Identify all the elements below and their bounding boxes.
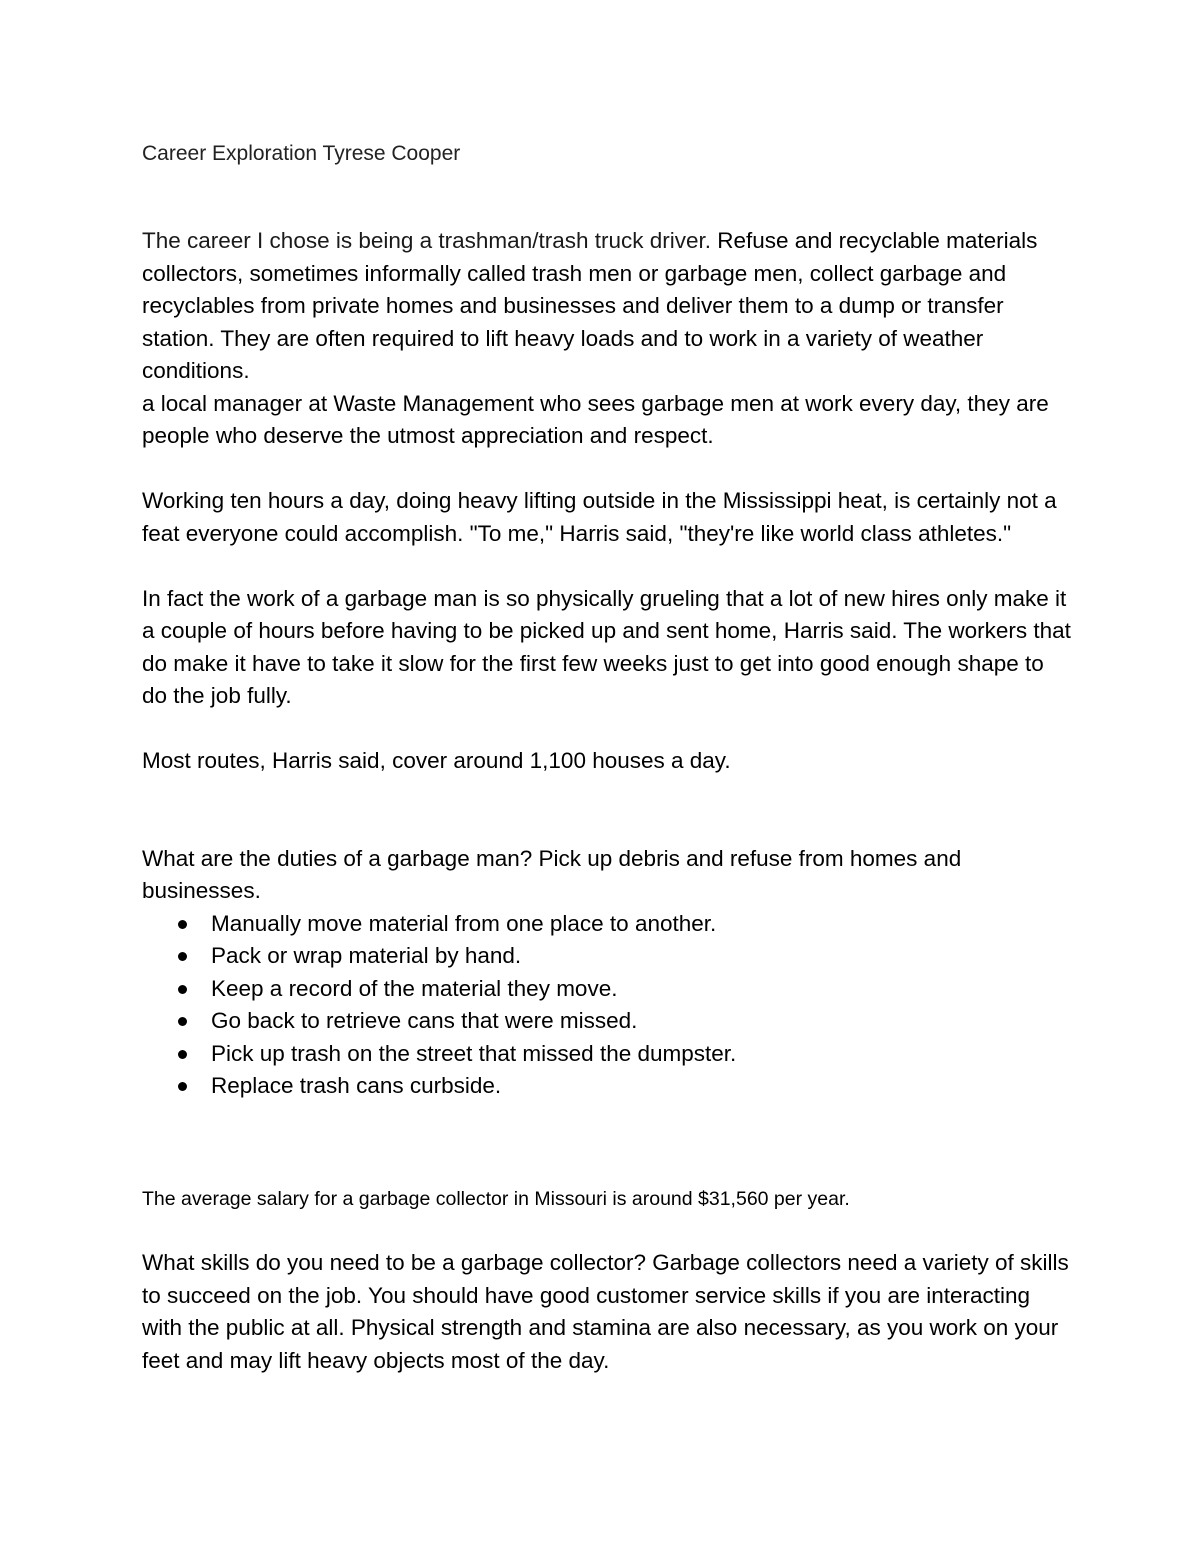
spacer	[142, 170, 1072, 225]
skills-paragraph: What skills do you need to be a garbage collector? Garbage collectors need a variety of skills to succeed on the job. You should have good customer service skills if you are interacting with the public at all. Physical strength and stamina are also necessary, as you work on your feet and may lift heavy objects most of the day.	[142, 1250, 1069, 1373]
list-item: Pick up trash on the street that missed the dumpster.	[174, 1038, 1072, 1071]
duties-question: What are the duties of a garbage man? Pick up debris and refuse from homes and businesses.	[142, 845, 962, 903]
bullet-icon	[178, 1017, 187, 1026]
bullet-icon	[178, 1082, 187, 1091]
intro-paragraph	[142, 225, 1072, 388]
list-item: Keep a record of the material they move.	[174, 973, 1072, 1006]
intro-sentence-career: The career I chose is being a trashman/trash truck driver.	[142, 228, 718, 253]
bullet-icon	[178, 952, 187, 961]
list-item: Manually move material from one place to another.	[174, 908, 1072, 941]
intro-sentence-definition: Refuse and recyclable materials collectors, sometimes informally called trash men or garbage men, collect garbage and recyclables from private homes and businesses and deliver them to a dump or transfer station. They are often required to lift heavy loads and to work in a variety of weather conditions.	[142, 228, 1038, 383]
grueling-paragraph: In fact the work of a garbage man is so physically grueling that a lot of new hires only make it a couple of hours before having to be picked up and sent home, Harris said. The workers that do make it have to take it slow for the first few weeks just to get into good enough shape to do the job fully.	[142, 585, 1071, 708]
bullet-icon	[178, 920, 187, 929]
heat-paragraph: Working ten hours a day, doing heavy lifting outside in the Mississippi heat, is certainly not a feat everyone could accomplish. "To me," Harris said, "they're like world class athletes."	[142, 488, 1057, 546]
list-item: Replace trash cans curbside.	[174, 1070, 1072, 1103]
salary-paragraph: The average salary for a garbage collector in Missouri is around $31,560 per year.	[142, 1187, 850, 1210]
spacer	[142, 778, 1072, 843]
routes-paragraph: Most routes, Harris said, cover around 1,100 houses a day.	[142, 748, 731, 773]
spacer	[142, 1215, 1072, 1248]
bullet-icon	[178, 1050, 187, 1059]
list-item: Go back to retrieve cans that were missed.	[174, 1005, 1072, 1038]
spacer	[142, 453, 1072, 486]
spacer	[142, 713, 1072, 746]
manager-paragraph: a local manager at Waste Management who sees garbage men at work every day, they are people who deserve the utmost appreciation and respect.	[142, 390, 1049, 448]
list-item: Pack or wrap material by hand.	[174, 940, 1072, 973]
bullet-icon	[178, 985, 187, 994]
spacer	[142, 550, 1072, 583]
document-title: Career Exploration Tyrese Cooper	[142, 142, 461, 165]
spacer	[142, 1103, 1072, 1183]
duties-list	[142, 908, 1072, 1103]
document-body	[142, 138, 1072, 1377]
